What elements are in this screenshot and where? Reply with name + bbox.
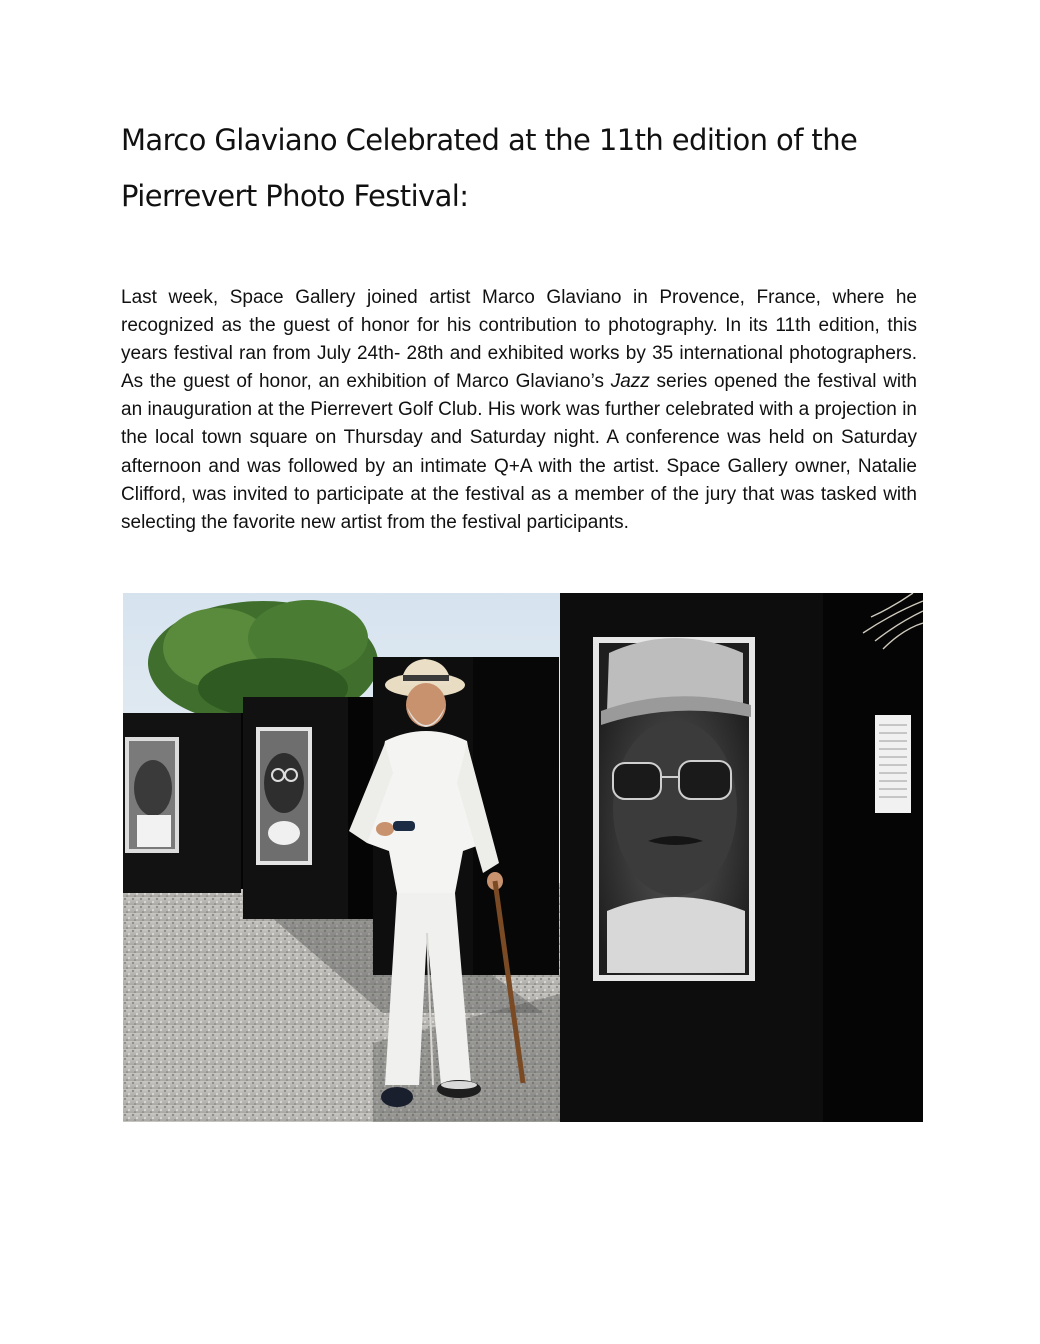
paragraph-text-end: series opened the festival with an inauguration at the Pierrevert Golf Club. His work was further celebrated with a projection in the local town square on Thursday and Saturday night. A conference was held on Saturday afternoon and was followed by an intimate Q+A with the artist. Space Gallery owner, Natalie Clifford, was invited to participate at the festival as a member of the jury that was tasked with selecting the favorite new artist from the festival participants. xyxy=(121,371,917,533)
paragraph-text-start: Last week, Space Gallery joined artist Marco Glaviano in Provence, France, where he recognized as the guest of honor for his contribution to photography. In its 11th edition, this years festival ran from July 24th- 28th and exhibited works by 35 international photographers. As the guest of honor, an exhibition of Marco Glaviano’s xyxy=(121,287,917,393)
display-panel-4 xyxy=(560,593,923,1122)
display-panel-2 xyxy=(243,697,373,919)
article-paragraph xyxy=(121,284,917,537)
display-panel-1 xyxy=(123,713,255,893)
exhibition-photo xyxy=(123,593,923,1122)
article-title: Marco Glaviano Celebrated at the 11th edition of the Pierrevert Photo Festival: xyxy=(121,123,858,213)
series-name-italic: Jazz xyxy=(610,371,650,393)
